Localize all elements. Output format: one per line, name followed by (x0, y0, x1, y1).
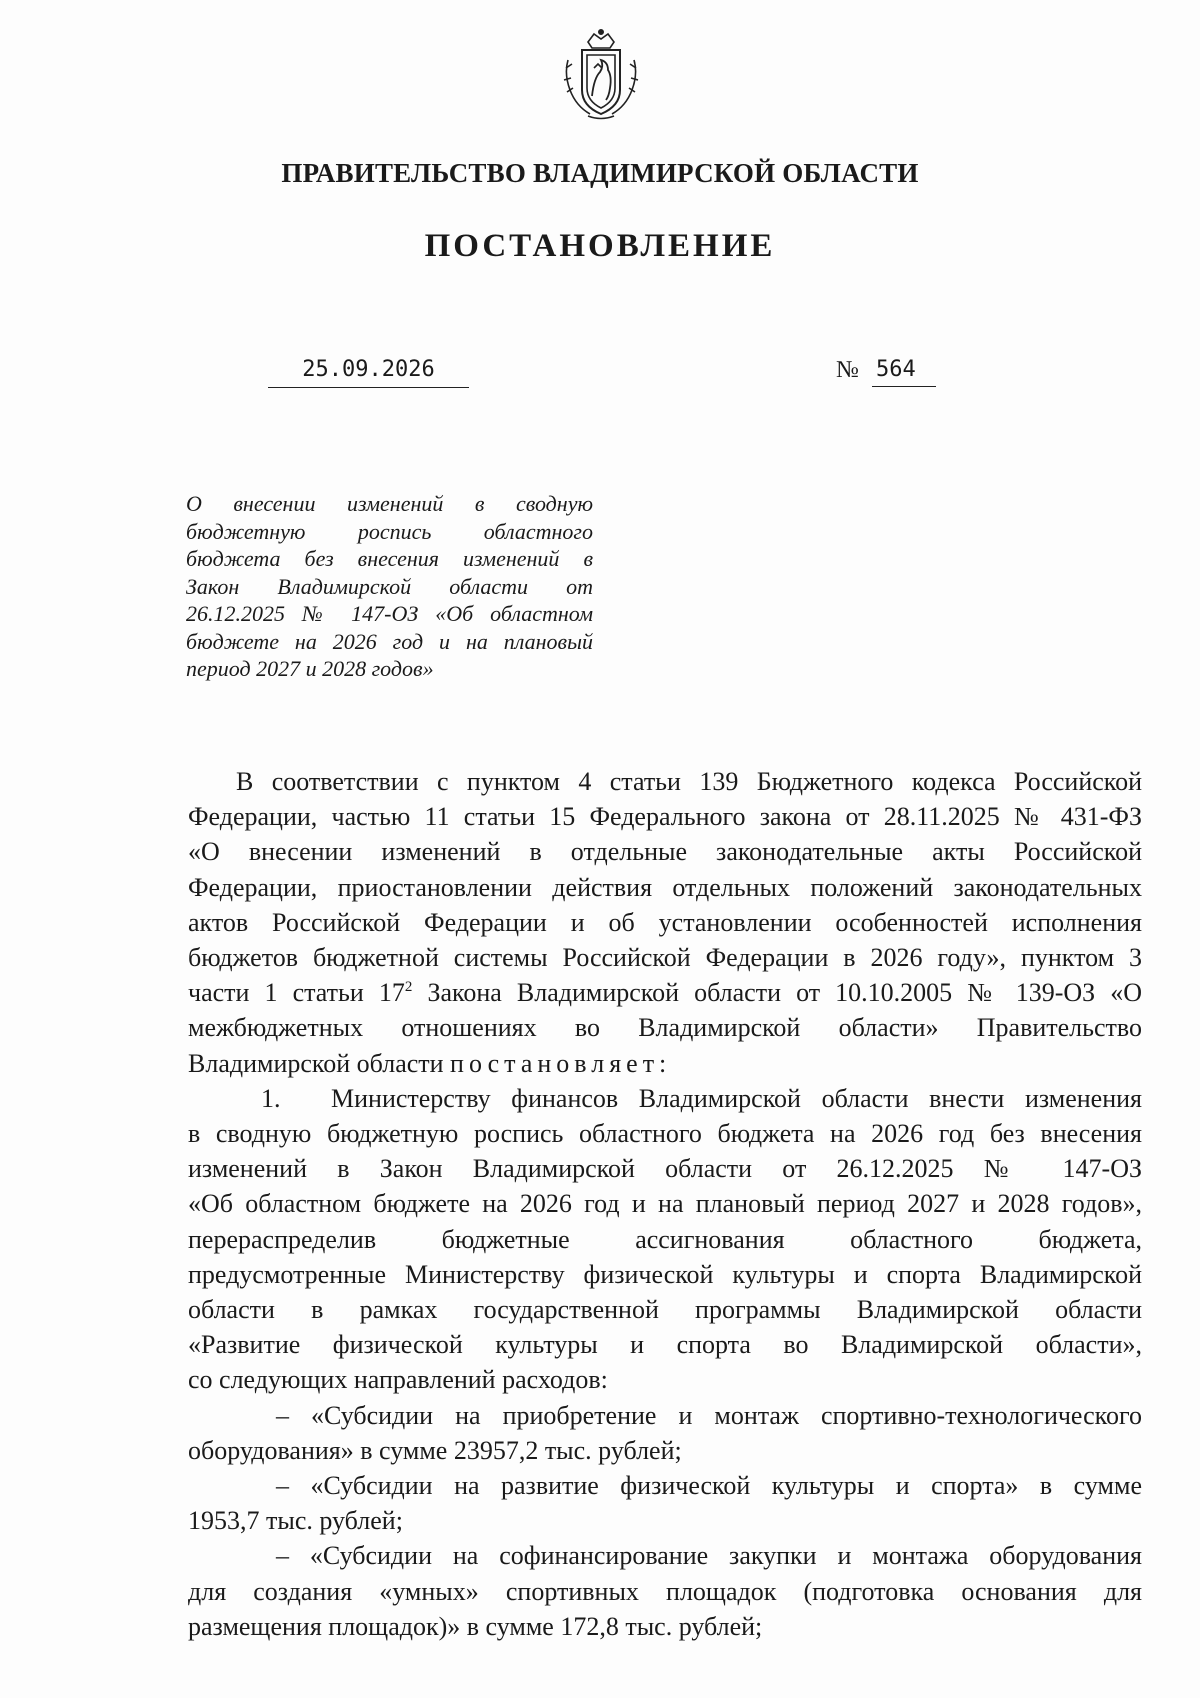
bullet-line: – «Субсидии на софинансирование закупки и монтажа оборудования (276, 1541, 1142, 1571)
item-line: области в рамках государственной программы Владимирской области (188, 1295, 1142, 1325)
bullet-line: размещения площадок)» в сумме 172,8 тыс. рублей; (188, 1611, 763, 1641)
body-text-fragment: части 1 статьи 17 (188, 978, 405, 1008)
document-date: 25.09.2026 (268, 353, 469, 388)
item-line: «Развитие физической культуры и спорта во Владимирской области», (188, 1330, 1142, 1360)
item-text: Министерству финансов Владимирской области внести изменения (331, 1083, 1142, 1113)
document-type-title: ПОСТАНОВЛЕНИЕ (424, 228, 776, 264)
body-line: межбюджетных отношениях во Владимирской области» Правительство (188, 1013, 1142, 1043)
body-line: бюджетов бюджетной системы Российской Федерации в 2026 году», пунктом 3 (188, 943, 1142, 973)
coat-of-arms-icon (560, 28, 642, 122)
item-line: перераспределив бюджетные ассигнования областного бюджета, (188, 1224, 1142, 1254)
subject-line: бюджете на 2026 год и на плановый (186, 628, 593, 654)
body-line: актов Российской Федерации и об установлении особенностей исполнения (188, 907, 1142, 937)
body-text-fragment: Владимирской области (188, 1048, 444, 1078)
subject-line: Закон Владимирской области от (186, 573, 593, 599)
item-line: предусмотренные Министерству физической культуры и спорта Владимирской (188, 1259, 1142, 1289)
item-line: в сводную бюджетную роспись областного бюджета на 2026 год без внесения (188, 1119, 1142, 1149)
item-number: 1. (261, 1083, 281, 1113)
bullet-line: – «Субсидии на приобретение и монтаж спортивно-технологического (276, 1400, 1142, 1430)
bullet-line: оборудования» в сумме 23957,2 тыс. рублей; (188, 1435, 682, 1465)
subject-line: бюджетную роспись областного (186, 518, 593, 544)
bullet-line: для создания «умных» спортивных площадок (подготовка основания для (188, 1576, 1142, 1606)
bullet-line: – «Субсидии на развитие физической культуры и спорта» в сумме (276, 1471, 1142, 1501)
body-line: Федерации, приостановлении действия отдельных положений законодательных (188, 872, 1142, 902)
bullet-line: 1953,7 тыс. рублей; (188, 1506, 403, 1536)
decree-keyword: постановляет: (450, 1048, 672, 1078)
subject-line: О внесении изменений в сводную (186, 491, 593, 516)
body-line: Федерации, частью 11 статьи 15 Федерального закона от 28.11.2025 № 431-ФЗ (188, 802, 1142, 832)
subject-line: бюджета без внесения изменений в (186, 546, 593, 571)
body-line: «О внесении изменений в отдельные законодательные акты Российской (188, 837, 1142, 867)
item-line: со следующих направлений расходов: (188, 1365, 608, 1395)
body-line (188, 1046, 1142, 1081)
body-text-fragment: Закона Владимирской области от 10.10.2005 № 139-ОЗ «О (427, 978, 1143, 1008)
subject-line: 26.12.2025 № 147-ОЗ «Об областном (186, 601, 593, 626)
document-number: 564 (872, 353, 936, 387)
item-line: изменений в Закон Владимирской области от 26.12.2025 № 147-ОЗ (188, 1154, 1142, 1184)
item-line (188, 1081, 1142, 1116)
superscript: 2 (404, 979, 413, 996)
body-line: В соответствии с пунктом 4 статьи 139 Бюджетного кодекса Российской (236, 767, 1142, 796)
item-line: «Об областном бюджете на 2026 год и на плановый период 2027 и 2028 годов», (188, 1189, 1142, 1219)
document-body (188, 764, 1142, 1644)
number-sign: № (836, 357, 859, 383)
subject-line: период 2027 и 2028 годов» (186, 656, 434, 681)
document-subject (186, 490, 593, 683)
government-title: ПРАВИТЕЛЬСТВО ВЛАДИМИРСКОЙ ОБЛАСТИ (281, 158, 919, 188)
body-line (188, 975, 1142, 1010)
